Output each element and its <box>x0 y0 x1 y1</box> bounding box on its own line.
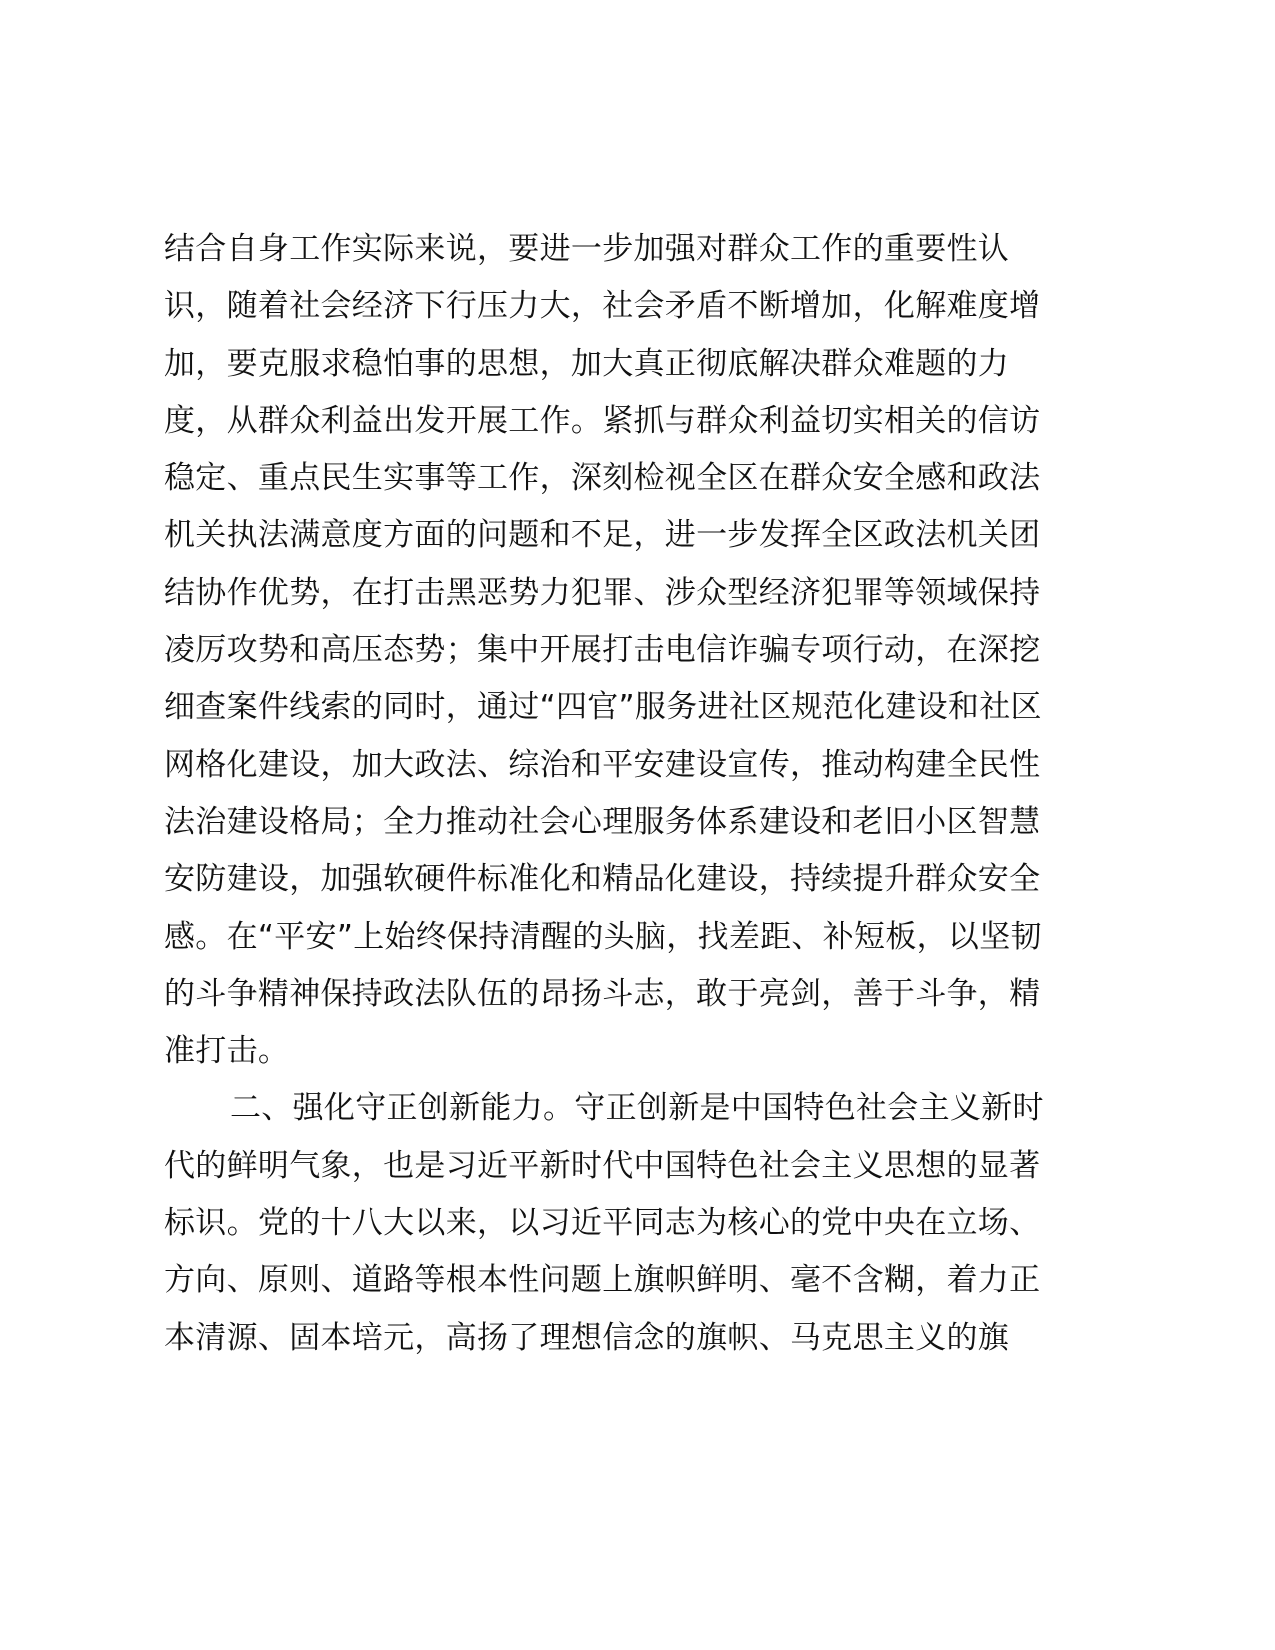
document-body <box>164 221 1104 1367</box>
text-line: 方向、原则、道路等根本性问题上旗帜鲜明、毫不含糊，着力正 <box>164 1262 1041 1299</box>
text-line: 标识。党的十八大以来，以习近平同志为核心的党中央在立场、 <box>164 1205 1041 1242</box>
text-line: 识，随着社会经济下行压力大，社会矛盾不断增加，化解难度增 <box>164 288 1041 325</box>
text-line: 结协作优势，在打击黑恶势力犯罪、涉众型经济犯罪等领域保持 <box>164 574 1041 611</box>
text-line: 本清源、固本培元，高扬了理想信念的旗帜、马克思主义的旗 <box>164 1319 1010 1356</box>
text-line: 网格化建设，加大政法、综治和平安建设宣传，推动构建全民性 <box>164 746 1041 783</box>
paragraph-1 <box>164 221 1104 1080</box>
text-line: 稳定、重点民生实事等工作，深刻检视全区在群众安全感和政法 <box>164 460 1041 497</box>
text-line: 代的鲜明气象，也是习近平新时代中国特色社会主义思想的显著 <box>164 1147 1041 1184</box>
paragraph-2 <box>164 1080 1104 1366</box>
text-line: 二、强化守正创新能力。守正创新是中国特色社会主义新时 <box>230 1090 1044 1127</box>
text-line: 加，要克服求稳怕事的思想，加大真正彻底解决群众难题的力 <box>164 345 1010 382</box>
text-line: 感。在“平安”上始终保持清醒的头脑，找差距、补短板，以坚韧 <box>164 918 1042 955</box>
text-line: 机关执法满意度方面的问题和不足，进一步发挥全区政法机关团 <box>164 517 1041 554</box>
text-line: 度，从群众利益出发开展工作。紧抓与群众利益切实相关的信访 <box>164 402 1041 439</box>
text-line: 法治建设格局；全力推动社会心理服务体系建设和老旧小区智慧 <box>164 803 1041 840</box>
text-line: 结合自身工作实际来说，要进一步加强对群众工作的重要性认 <box>164 231 1010 267</box>
text-line: 细查案件线索的同时，通过“四官”服务进社区规范化建设和社区 <box>164 689 1042 726</box>
text-line: 凌厉攻势和高压态势；集中开展打击电信诈骗专项行动，在深挖 <box>164 632 1041 669</box>
text-line: 安防建设，加强软硬件标准化和精品化建设，持续提升群众安全 <box>164 861 1041 898</box>
text-line: 的斗争精神保持政法队伍的昂扬斗志，敢于亮剑，善于斗争，精 <box>164 975 1041 1012</box>
text-line: 准打击。 <box>164 1033 290 1070</box>
